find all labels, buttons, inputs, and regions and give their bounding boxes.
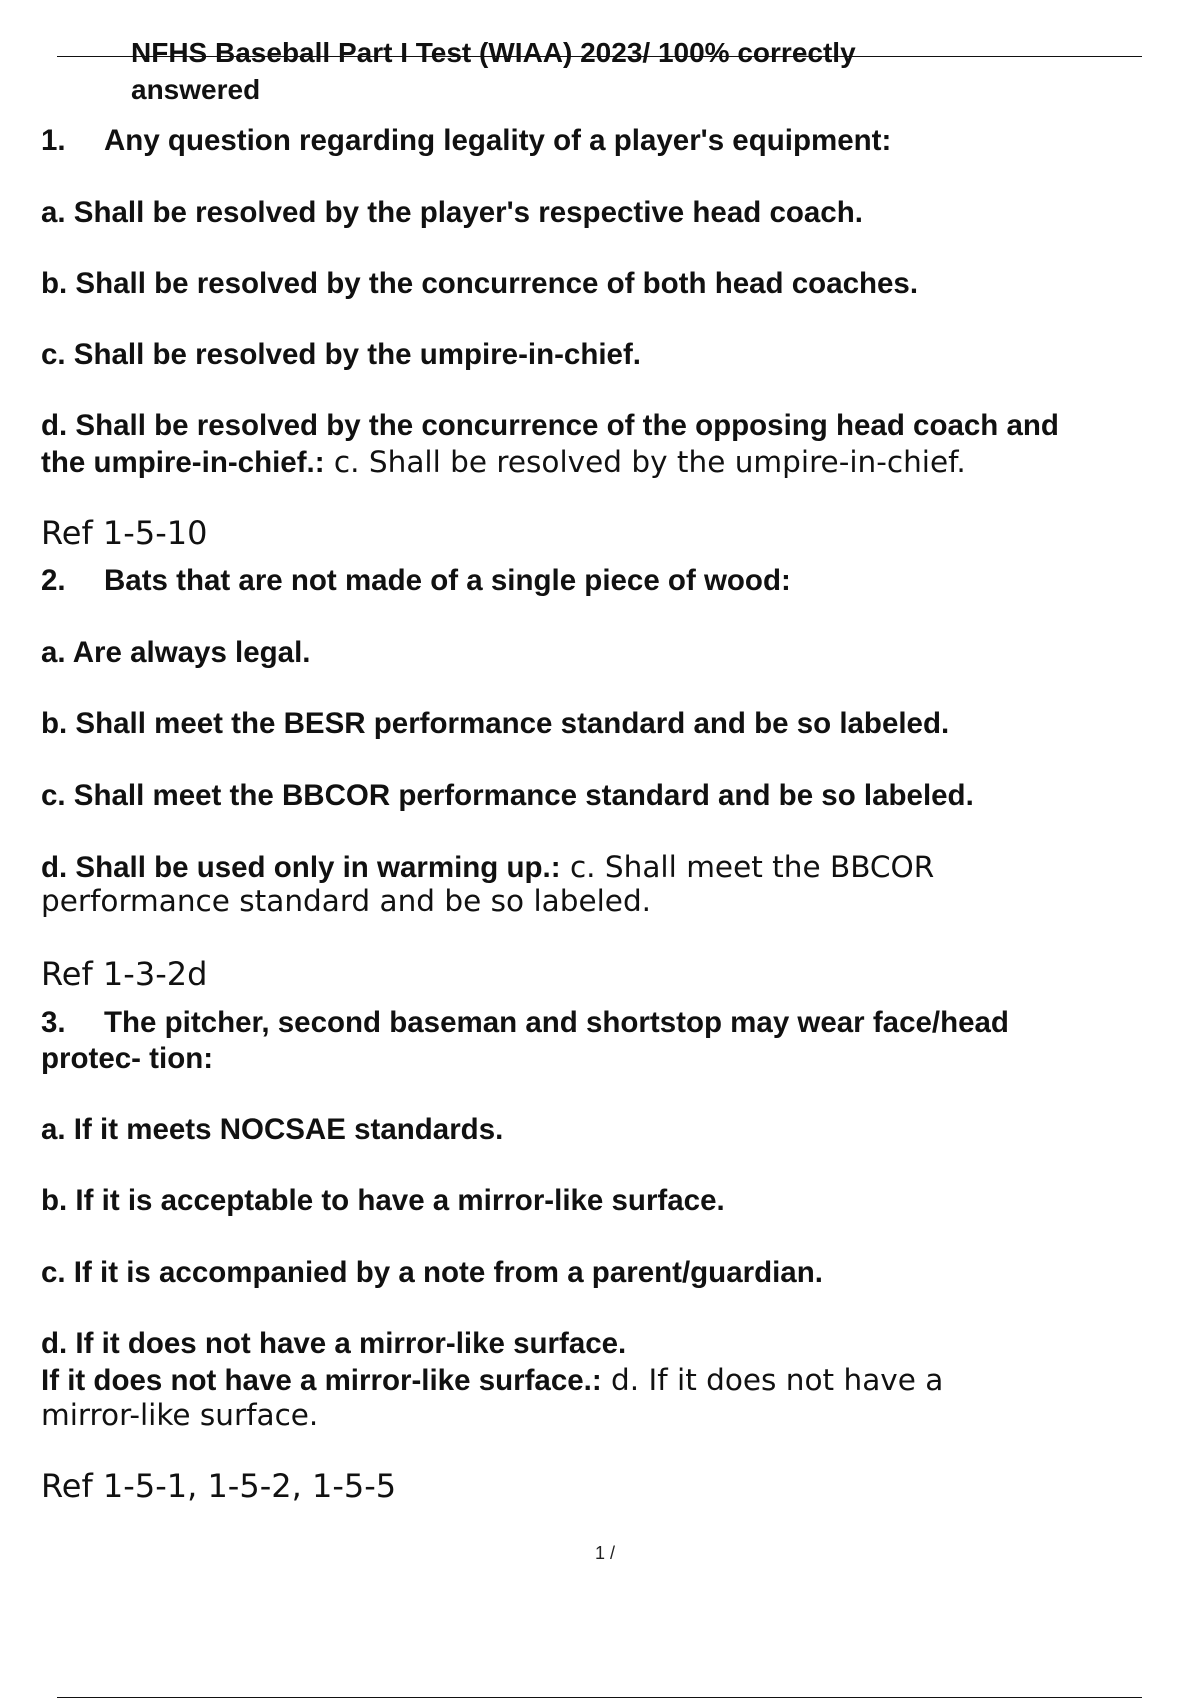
- question-3-answer-cont: mirror-like surface.: [41, 1398, 319, 1432]
- question-2-option-c: c. Shall meet the BBCOR performance standard and be so labeled.: [41, 779, 974, 812]
- question-2-option-b: b. Shall meet the BESR performance standard and be so labeled.: [41, 707, 950, 740]
- question-1-option-d-end: the umpire-in-chief.:: [41, 446, 325, 479]
- question-2-answer: c. Shall meet the BBCOR: [560, 850, 935, 884]
- question-1-option-d: d. Shall be resolved by the concurrence of the opposing head coach and: [41, 409, 1059, 442]
- question-2-prompt: 2. Bats that are not made of a single piece of wood:: [41, 564, 791, 597]
- title-line-1: NFHS Baseball Part I Test (WIAA) 2023/ 100% correctly: [131, 37, 856, 68]
- question-2-option-d: d. Shall be used only in warming up.: c. Shall meet the BBCOR: [41, 850, 935, 884]
- question-3-prompt-cont: protec- tion:: [41, 1042, 214, 1075]
- question-2-answer-cont: performance standard and be so labeled.: [41, 884, 652, 918]
- document-title: [131, 34, 1091, 108]
- question-3-option-d: d. If it does not have a mirror-like surface.: [41, 1327, 627, 1360]
- question-3-option-b: b. If it is acceptable to have a mirror-like surface.: [41, 1184, 725, 1217]
- question-1-option-b: b. Shall be resolved by the concurrence of both head coaches.: [41, 267, 919, 300]
- question-3-reference: Ref 1-5-1, 1-5-2, 1-5-5: [41, 1467, 397, 1505]
- page-number: 1 /: [594, 1543, 615, 1563]
- question-3-option-a: a. If it meets NOCSAE standards.: [41, 1113, 504, 1146]
- question-1-answer: c. Shall be resolved by the umpire-in-chief.: [324, 445, 966, 479]
- question-2-option-a: a. Are always legal.: [41, 636, 311, 669]
- question-3-option-c: c. If it is accompanied by a note from a parent/guardian.: [41, 1256, 823, 1289]
- question-1-option-d-cont: [41, 444, 1161, 481]
- question-1-option-c: c. Shall be resolved by the umpire-in-chief.: [41, 338, 641, 371]
- title-line-2: answered: [131, 74, 261, 105]
- question-3-answer: d. If it does not have a: [601, 1363, 944, 1397]
- question-1-option-a: a. Shall be resolved by the player's respective head coach.: [41, 196, 863, 229]
- question-1-reference: Ref 1-5-10: [41, 514, 208, 552]
- question-3-answer-prefix: If it does not have a mirror-like surface.:: [41, 1364, 602, 1397]
- footer-rule: [57, 1697, 1142, 1698]
- document-header: [57, 34, 1142, 114]
- question-2-reference: Ref 1-3-2d: [41, 955, 208, 993]
- question-3-answer-line: [41, 1362, 1161, 1399]
- question-1-prompt: 1. Any question regarding legality of a player's equipment:: [41, 124, 892, 157]
- question-3-prompt: 3. The pitcher, second baseman and shortstop may wear face/head: [41, 1006, 1009, 1039]
